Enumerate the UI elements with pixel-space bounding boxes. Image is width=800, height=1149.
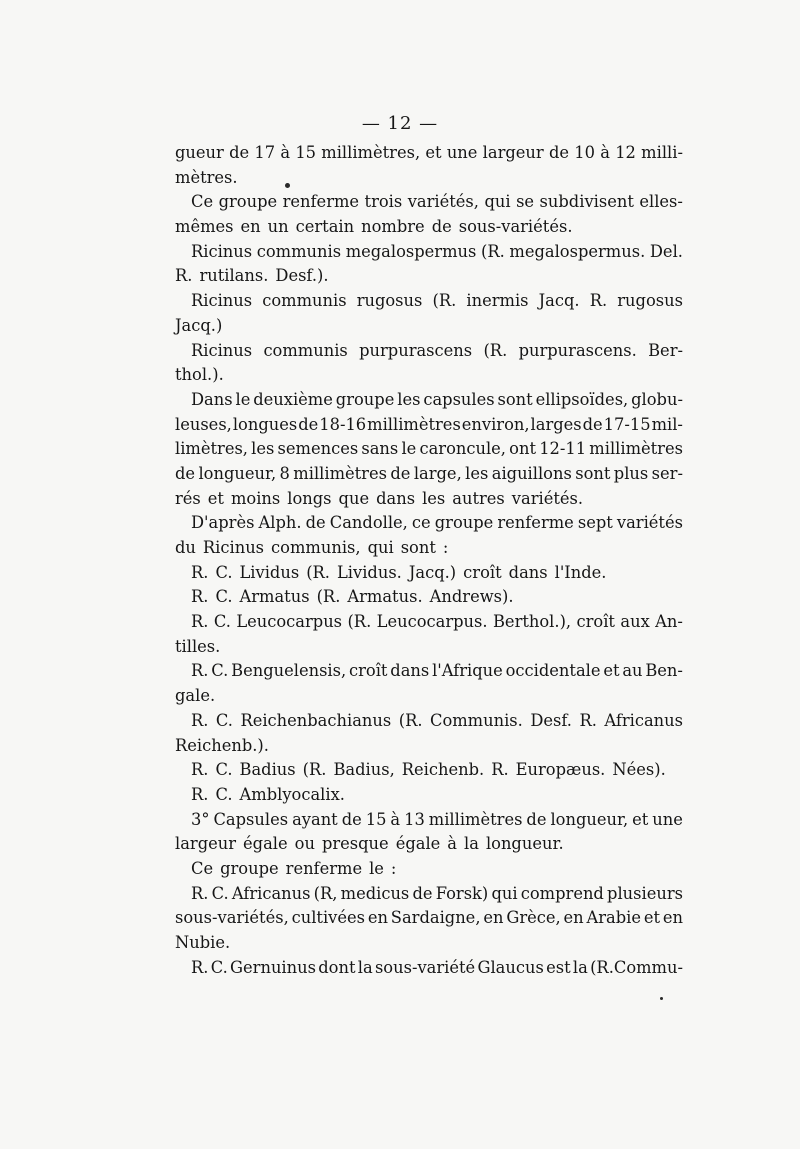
text-line: du Ricinus communis, qui sont : <box>175 538 449 557</box>
text-line: R. C. Reichenbachianus (R. Communis. Desf. R. Africanus <box>191 710 683 730</box>
text-line: Ce groupe renferme le : <box>191 858 397 878</box>
text-line: Dans le deuxième groupe les capsules sont ellipsoïdes, globu- <box>191 389 683 409</box>
text-line: R. C. Africanus (R, medicus de Forsk) qui comprend plusieurs <box>191 883 683 903</box>
ink-speck <box>660 997 663 1000</box>
text-line: R. C. Lividus (R. Lividus. Jacq.) croît dans l'Inde. <box>191 562 607 582</box>
text-line: Ricinus communis megalospermus (R. megalospermus. Del. <box>191 241 683 261</box>
text-line: R. C. Amblyocalix. <box>191 784 345 804</box>
text-line: mètres. <box>175 167 238 187</box>
text-line: limètres, les semences sans le caroncule, ont 12-11 millimètres <box>175 439 683 459</box>
text-line: gueur de 17 à 15 millimètres, et une largeur de 10 à 12 milli- <box>175 143 683 162</box>
text-line: thol.). <box>175 365 224 385</box>
text-line: R. C. Benguelensis, croît dans l'Afrique occidentale et au Ben- <box>191 661 683 681</box>
text-line: 3° Capsules ayant de 15 à 13 millimètres de longueur, et une <box>191 809 683 829</box>
body-text <box>175 141 683 980</box>
text-line: R. C. Badius (R. Badius, Reichenb. R. Europæus. Nées). <box>191 760 666 780</box>
text-line: Ricinus communis purpurascens (R. purpurascens. Ber- <box>191 340 683 360</box>
text-line: Ricinus communis rugosus (R. inermis Jacq. R. rugosus <box>191 291 683 311</box>
text-line: tilles. <box>175 636 221 656</box>
text-line: Jacq.) <box>175 315 223 335</box>
text-line: de longueur, 8 millimètres de large, les aiguillons sont plus ser- <box>175 463 683 483</box>
text-line: leuses, longues de 18-16 millimètres environ, larges de 17-15 mil- <box>175 414 683 434</box>
text-line: R. C. Leucocarpus (R. Leucocarpus. Berthol.), croît aux An- <box>191 612 683 632</box>
text-line: Nubie. <box>175 933 231 952</box>
text-line: gale. <box>175 686 216 706</box>
ink-speck <box>285 183 290 188</box>
text-line: R. rutilans. Desf.). <box>175 266 329 286</box>
text-line: mêmes en un certain nombre de sous-variétés. <box>175 217 573 237</box>
text-line: Ce groupe renferme trois variétés, qui se subdivisent elles- <box>191 192 683 212</box>
text-line: largeur égale ou presque égale à la longueur. <box>175 834 564 854</box>
text-line: Reichenb.). <box>175 735 269 755</box>
text-line: rés et moins longs que dans les autres variétés. <box>175 488 584 508</box>
page-number: — 12 — <box>361 113 439 134</box>
text-line: sous-variétés, cultivées en Sardaigne, en Grèce, en Arabie et en <box>175 908 683 928</box>
text-line: R. C. Gernuinus dont la sous-variété Glaucus est la (R.Commu- <box>191 957 683 977</box>
text-line: R. C. Armatus (R. Armatus. Andrews). <box>191 587 514 607</box>
text-line: D'après Alph. de Candolle, ce groupe renferme sept variétés <box>191 513 683 533</box>
